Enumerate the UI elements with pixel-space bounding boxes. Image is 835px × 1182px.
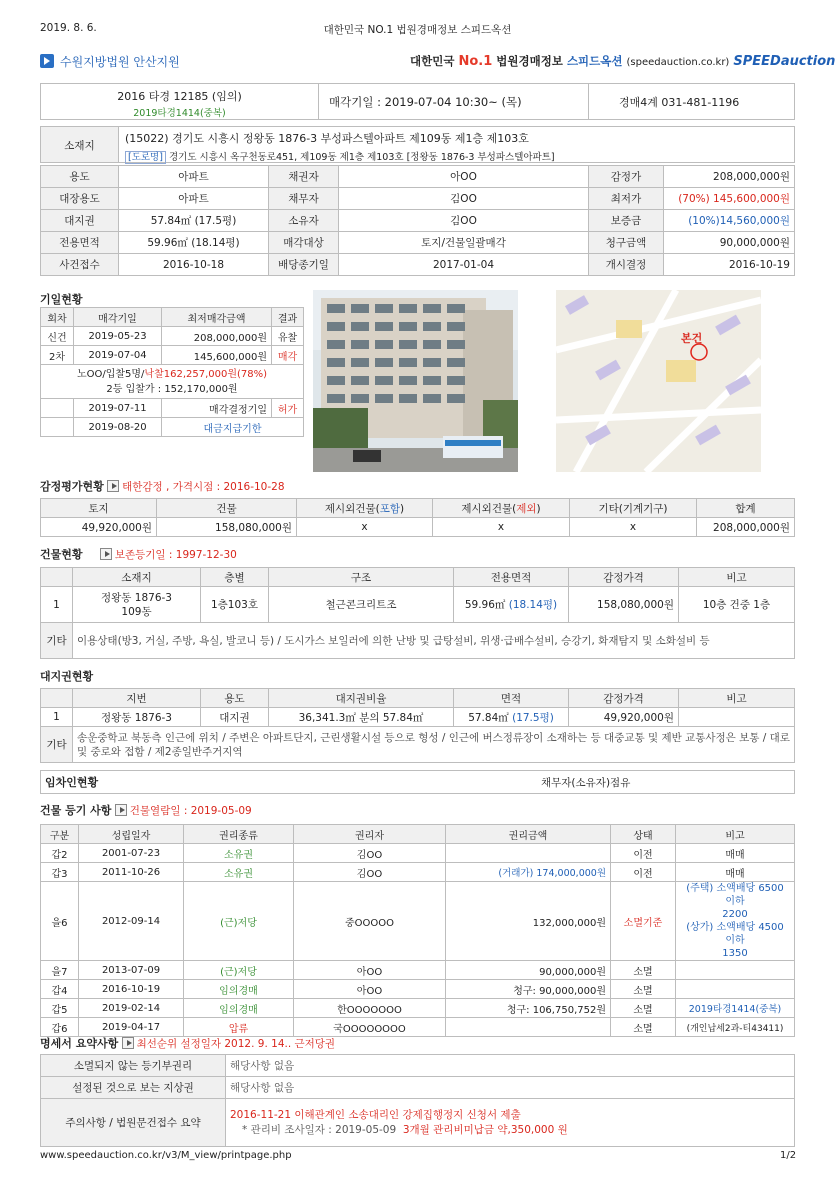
history-col-min: 최저매각금액	[162, 308, 272, 327]
table-row: 2019-07-11 매각결정기일 허가	[41, 399, 304, 418]
logo-auction: auction	[780, 54, 835, 69]
appraisal-org: 태한감정 , 가격시점 : 2016-10-28	[122, 481, 285, 493]
road-address: 경기도 시흥시 옥구천동로451, 제109동 제1층 제103호 [정왕동 1876-3 부성파스텔아파트]	[168, 152, 555, 163]
dept-phone: 경매4계 031-481-1196	[619, 96, 740, 109]
summary-table: 소멸되지 않는 등기부권리 해당사항 없음 설정된 것으로 보는 지상권 해당사항 없음 주의사항 / 법원문건접수 요약 2016-11-21 이해관계인 소송대리인 강제집행정지 신청서 제출 * 관리비 조사일자 : 2019-05-09 3개월 관리비미납금 약,350,000 원	[40, 1054, 795, 1147]
info-value: 208,000,000원	[664, 166, 795, 188]
info-label: 매각대상	[269, 232, 339, 254]
building-header	[40, 546, 237, 562]
logo-speed: SPEED	[733, 54, 781, 69]
registry-view-date: 건물열람일 : 2019-05-09	[129, 805, 252, 817]
table-row: 1 정왕동 1876-3 대지권 36,341.3㎡ 분의 57.84㎡ 57.84㎡ (17.5평) 49,920,000원	[41, 708, 795, 727]
appraisal-title: 감정평가현황	[40, 480, 104, 493]
expand-arrow-icon[interactable]	[107, 480, 119, 492]
table-row: 을6 2012-09-14 (근)저당 중OOOOO 132,000,000원 소멸기준 (주택) 소액배당 6500 이하 2200 (상가) 소액배당 4500 이하 1350	[41, 882, 795, 961]
table-row: 신건 2019-05-23 208,000,000원 유찰	[41, 327, 304, 346]
info-value: 아파트	[119, 188, 269, 210]
info-value: 57.84㎡ (17.5평)	[119, 210, 269, 232]
info-value: 59.96㎡ (18.14평)	[119, 232, 269, 254]
table-row: 갑6 2019-04-17 압류 국OOOOOOOO 소멸 (개인납세2과-티43411)	[41, 1018, 795, 1037]
info-value: 김OO	[339, 188, 589, 210]
land-etc: 송운중학교 북동측 인근에 위치 / 주변은 아파트단지, 근린생활시설 등으로 형성 / 인근에 버스정류장이 소재하는 등 대중교통 및 제반 교통사정은 보통 / 대로 및 중로와 접함 / 제2종일반주거지역	[73, 727, 795, 763]
info-value: 90,000,000원	[664, 232, 795, 254]
case-number: 2016 타경 12185 (임의)	[117, 90, 242, 103]
info-value: 2016-10-19	[664, 254, 795, 276]
info-row	[41, 188, 795, 210]
case-header	[40, 83, 795, 120]
appraisal-table: 토지 건물 제시외건물(포함) 제시외건물(제외) 기타(기계기구) 합계 49,920,000원 158,080,000원 x x x 208,000,000원	[40, 498, 795, 537]
page-number: 1/2	[780, 1150, 797, 1161]
info-label: 배당종기일	[269, 254, 339, 276]
history-col-date: 매각기일	[74, 308, 162, 327]
appraisal-header	[40, 478, 285, 494]
info-label: 소유자	[269, 210, 339, 232]
print-title: 대한민국 NO.1 법원경매정보 스피드옥션	[323, 24, 512, 36]
info-label: 개시결정	[589, 254, 664, 276]
info-label: 대지권	[41, 210, 119, 232]
registry-table: 구분 성립일자 권리종류 권리자 권리금액 상태 비고 갑2 2001-07-23 소유권 김OO 이전 매매 갑3 2011-10-26 소유권 김OO (거래가) 174,000,000원 이전 매매 을6 2012-09-14 (근)저당 중OOOOO 132,000,000원 소멸기준 (주택) 소액배당 6500 이하 2200 (상가) 소액배당 4500 이하 1350 을7 2013-07-09 (근)저당 아OO 90,000,000원 소멸 갑4 2016-10-19 임의경매 아OO 청구: 90,000,000원 소멸 갑5 2019-02-14 임의경매 한OOOOOOO 청구: 106,750,752원 소멸 2019타경1414(중복) 갑6 2019-04-17 압류 국OOOOOOOO 소멸 (개인납세2과-티43411)	[40, 824, 795, 1037]
address-label: 소재지	[41, 127, 119, 162]
expand-arrow-icon[interactable]	[115, 804, 127, 816]
building-table: 소재지 층별 구조 전용면적 감정가격 비고 1 정왕동 1876-3 109동 1층103호 철근콘크리트조 59.96㎡ (18.14평) 158,080,000원 10층 건중 1층 기타 이용상태(방3, 거실, 주방, 욕실, 발코니 등) / 도시가스 보일러에 의한 난방 및 급탕설비, 위생·급배수설비, 승강기, 화재탐지 및 소화설비 등	[40, 567, 795, 659]
info-row	[41, 210, 795, 232]
info-label: 대장용도	[41, 188, 119, 210]
summary-header	[40, 1035, 335, 1051]
table-row: 갑5 2019-02-14 임의경매 한OOOOOOO 청구: 106,750,752원 소멸 2019타경1414(중복)	[41, 999, 795, 1018]
history-col-result: 결과	[272, 308, 304, 327]
history-title: 기일현황	[40, 293, 83, 306]
building-photo[interactable]	[313, 290, 518, 472]
footer-url: www.speedauction.co.kr/v3/M_view/printpage.php	[40, 1150, 292, 1161]
info-label: 청구금액	[589, 232, 664, 254]
summary-first: 최선순위 설정일자 2012. 9. 14.. 근저당권	[136, 1038, 336, 1050]
info-label: 최저가	[589, 188, 664, 210]
info-label: 사건접수	[41, 254, 119, 276]
history-table	[40, 307, 304, 437]
history-col-round: 회차	[41, 308, 74, 327]
table-row: 2차 2019-07-04 145,600,000원 매각	[41, 346, 304, 365]
table-row: 갑2 2001-07-23 소유권 김OO 이전 매매	[41, 844, 795, 863]
table-row: 갑4 2016-10-19 임의경매 아OO 청구: 90,000,000원 소멸	[41, 980, 795, 999]
table-row: 1 정왕동 1876-3 109동 1층103호 철근콘크리트조 59.96㎡ (18.14평) 158,080,000원 10층 건중 1층	[41, 587, 795, 623]
info-value: 2016-10-18	[119, 254, 269, 276]
info-table	[40, 165, 795, 276]
sale-date: 매각기일 : 2019-07-04 10:30~ (목)	[319, 84, 589, 119]
info-value: 아파트	[119, 166, 269, 188]
info-row	[41, 232, 795, 254]
info-label: 전용면적	[41, 232, 119, 254]
registry-header	[40, 802, 252, 818]
table-row: 49,920,000원 158,080,000원 x x x 208,000,000원	[41, 518, 795, 537]
info-value: 2017-01-04	[339, 254, 589, 276]
map-marker-label: 본건	[681, 332, 703, 345]
land-title: 대지권현황	[40, 670, 94, 683]
table-row: 2019-08-20 대금지급기한	[41, 418, 304, 437]
location-map[interactable]	[556, 290, 761, 472]
building-reg-date: 보존등기일 : 1997-12-30	[114, 549, 237, 561]
logo-url: (speedauction.co.kr)	[626, 57, 730, 68]
court-name: 수원지방법원 안산지원	[60, 55, 180, 69]
expand-arrow-icon[interactable]	[100, 548, 112, 560]
info-value: 토지/건물일괄매각	[339, 232, 589, 254]
tenant-value: 채무자(소유자)점유	[541, 776, 631, 789]
info-value: (70%) 145,600,000원	[664, 188, 795, 210]
tenant-title: 임차인현황	[45, 776, 99, 789]
info-label: 보증금	[589, 210, 664, 232]
address-box	[40, 126, 795, 163]
logo-no1: No.1	[458, 54, 493, 69]
building-title: 건물현황	[40, 548, 83, 561]
table-row: 갑3 2011-10-26 소유권 김OO (거래가) 174,000,000원 이전 매매	[41, 863, 795, 882]
case-sub: 2019타경1414(중복)	[133, 108, 226, 119]
building-etc: 이용상태(방3, 거실, 주방, 욕실, 발코니 등) / 도시가스 보일러에 의한 난방 및 급탕설비, 위생·급배수설비, 승강기, 화재탐지 및 소화설비 등	[73, 623, 795, 659]
info-label: 채권자	[269, 166, 339, 188]
info-value: (10%)14,560,000원	[664, 210, 795, 232]
info-row	[41, 254, 795, 276]
info-label: 용도	[41, 166, 119, 188]
logo-brand: 스피드옥션	[566, 54, 623, 68]
address-main: (15022) 경기도 시흥시 정왕동 1876-3 부성파스텔아파트 제109동 제1층 제103호	[125, 132, 529, 145]
expand-arrow-icon[interactable]	[122, 1037, 134, 1049]
info-label: 감정가	[589, 166, 664, 188]
info-row	[41, 166, 795, 188]
road-tag: [도로명]	[125, 151, 166, 164]
bid-summary: 노OO/입찰5명/낙찰162,257,000원(78%) 2등 입찰가 : 152,170,000원	[41, 365, 304, 399]
tenant-row	[40, 770, 795, 794]
land-table: 지번 용도 대지권비율 면적 감정가격 비고 1 정왕동 1876-3 대지권 36,341.3㎡ 분의 57.84㎡ 57.84㎡ (17.5평) 49,920,000원 기타 송운중학교 북동측 인근에 위치 / 주변은 아파트단지, 근린생활시설 등으로 형성 / 인근에 버스정류장이 소재하는 등 대중교통 및 제반 교통사정은 보통 / 대로 및 중로와 접함 / 제2종일반주거지역	[40, 688, 795, 763]
registry-title: 건물 등기 사항	[40, 804, 112, 817]
table-row: 을7 2013-07-09 (근)저당 아OO 90,000,000원 소멸	[41, 961, 795, 980]
summary-title: 명세서 요약사항	[40, 1037, 119, 1050]
site-logo[interactable]	[410, 53, 835, 69]
logo-mid: 법원경매정보	[496, 54, 563, 68]
info-label: 채무자	[269, 188, 339, 210]
print-date: 2019. 8. 6.	[40, 22, 97, 34]
summary-notice: 2016-11-21 이해관계인 소송대리인 강제집행정지 신청서 제출 * 관리비 조사일자 : 2019-05-09 3개월 관리비미납금 약,350,000 원	[226, 1099, 795, 1147]
info-value: 아OO	[339, 166, 589, 188]
info-value: 김OO	[339, 210, 589, 232]
logo-prefix: 대한민국	[410, 54, 455, 68]
arrow-icon	[40, 54, 54, 68]
small-claim-note: (주택) 소액배당 6500 이하 2200 (상가) 소액배당 4500 이하 1350	[676, 882, 795, 961]
